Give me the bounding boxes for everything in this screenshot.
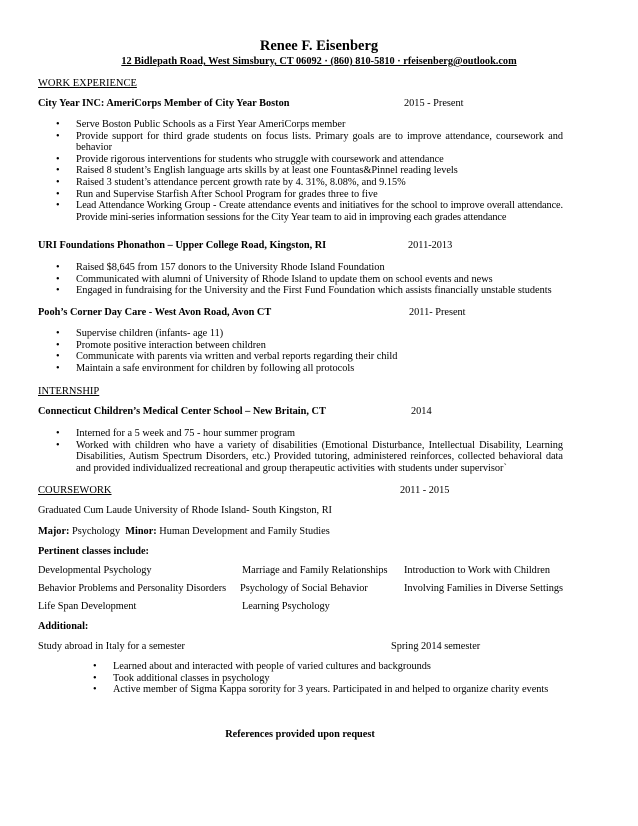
pertinent-classes-label: Pertinent classes include: bbox=[38, 546, 149, 557]
list-item: • Active member of Sigma Kappa sorority for 3 years. Participated in and helped to organize charity events bbox=[113, 684, 563, 696]
list-item: • Worked with children who have a variety of disabilities (Emotional Disturbance, Intellectual Disability, Learning Disabilities, Autism Spectrum Disorders, etc.) Provided tutoring, administered reinforces, collected behavioral data and provided individualized recreational and group therapeutic activities with students under supervisor` bbox=[76, 440, 563, 475]
coursework-dates: 2011 - 2015 bbox=[400, 485, 450, 496]
class-item: Behavior Problems and Personality Disorders bbox=[38, 583, 227, 594]
class-item: Developmental Psychology bbox=[38, 565, 152, 576]
minor-label: Minor: bbox=[125, 526, 157, 537]
major-minor-line bbox=[38, 526, 330, 537]
job-title: Pooh’s Corner Day Care - West Avon Road, Avon CT bbox=[38, 307, 272, 318]
job-dates: 2011-2013 bbox=[408, 240, 453, 251]
list-item: • Took additional classes in psychology bbox=[113, 673, 563, 685]
job-title: City Year INC: AmeriCorps Member of City Year Boston bbox=[38, 98, 290, 109]
study-abroad-line: Study abroad in Italy for a semester bbox=[38, 641, 185, 652]
list-item: • Raised 8 student’s English language arts skills by at least one Fountas&Pinnel reading levels bbox=[76, 165, 563, 177]
list-item: • Run and Supervise Starfish After School Program for grades three to five bbox=[76, 189, 563, 201]
class-item: Introduction to Work with Children bbox=[404, 565, 550, 576]
list-item: • Provide support for third grade students on focus lists. Primary goals are to improve attendance, coursework and behavior bbox=[76, 131, 563, 154]
graduation-line: Graduated Cum Laude University of Rhode Island- South Kingston, RI bbox=[38, 505, 332, 516]
resume-name: Renee F. Eisenberg bbox=[259, 38, 379, 54]
list-item: • Learned about and interacted with people of varied cultures and backgrounds bbox=[113, 661, 563, 673]
job-bullets bbox=[76, 328, 563, 374]
job-bullets bbox=[76, 262, 566, 297]
major-value: Psychology bbox=[72, 526, 121, 537]
list-item: • Provide rigorous interventions for students who struggle with coursework and attendance bbox=[76, 154, 563, 166]
study-abroad-dates: Spring 2014 semester bbox=[391, 641, 481, 652]
list-item: • Communicated with alumni of University of Rhode Island to update them on school events and news bbox=[76, 274, 566, 286]
list-item: • Interned for a 5 week and 75 - hour summer program bbox=[76, 428, 563, 440]
class-item: Marriage and Family Relationships bbox=[242, 565, 388, 576]
section-heading-work: WORK EXPERIENCE bbox=[38, 78, 137, 89]
class-item: Life Span Development bbox=[38, 601, 137, 612]
list-item: • Raised $8,645 from 157 donors to the University Rhode Island Foundation bbox=[76, 262, 566, 274]
list-item: • Maintain a safe environment for children by following all protocols bbox=[76, 363, 563, 375]
job-bullets bbox=[76, 119, 563, 223]
list-item: • Supervise children (infants- age 11) bbox=[76, 328, 563, 340]
class-item: Involving Families in Diverse Settings bbox=[404, 583, 564, 594]
list-item: • Serve Boston Public Schools as a First Year AmeriCorps member bbox=[76, 119, 563, 131]
section-heading-coursework: COURSEWORK bbox=[38, 485, 112, 496]
list-item: • Lead Attendance Working Group - Create attendance events and initiatives for the school to improve overall attendance. Provide mini-series information sessions for the City Year team to aid in improving each grades attendance bbox=[76, 200, 563, 223]
list-item: • Communicate with parents via written and verbal reports regarding their child bbox=[76, 351, 563, 363]
list-item: • Engaged in fundraising for the University and the First Fund Foundation which assists financially unstable students bbox=[76, 285, 566, 297]
internship-bullets bbox=[76, 428, 563, 474]
class-item: Psychology of Social Behavior bbox=[240, 583, 368, 594]
references-note: References provided upon request bbox=[225, 729, 375, 740]
list-item: • Raised 3 student’s attendance percent growth rate by 4. 31%, 8.08%, and 9.15% bbox=[76, 177, 563, 189]
list-item: • Promote positive interaction between children bbox=[76, 340, 563, 352]
additional-bullets bbox=[113, 661, 563, 696]
major-label: Major: bbox=[38, 526, 70, 537]
job-dates: 2011- Present bbox=[409, 307, 466, 318]
internship-dates: 2014 bbox=[411, 406, 432, 417]
internship-title: Connecticut Children’s Medical Center School – New Britain, CT bbox=[38, 406, 326, 417]
contact-line bbox=[0, 56, 638, 67]
section-heading-internship: INTERNSHIP bbox=[38, 386, 100, 397]
job-title: URI Foundations Phonathon – Upper College Road, Kingston, RI bbox=[38, 240, 327, 251]
class-item: Learning Psychology bbox=[242, 601, 330, 612]
additional-label: Additional: bbox=[38, 621, 89, 632]
job-dates: 2015 - Present bbox=[404, 98, 464, 109]
minor-value: Human Development and Family Studies bbox=[159, 526, 330, 537]
contact-text: 12 Bidlepath Road, West Simsbury, CT 06092 · (860) 810-5810 · rfeisenberg@outlook.com bbox=[121, 56, 517, 67]
